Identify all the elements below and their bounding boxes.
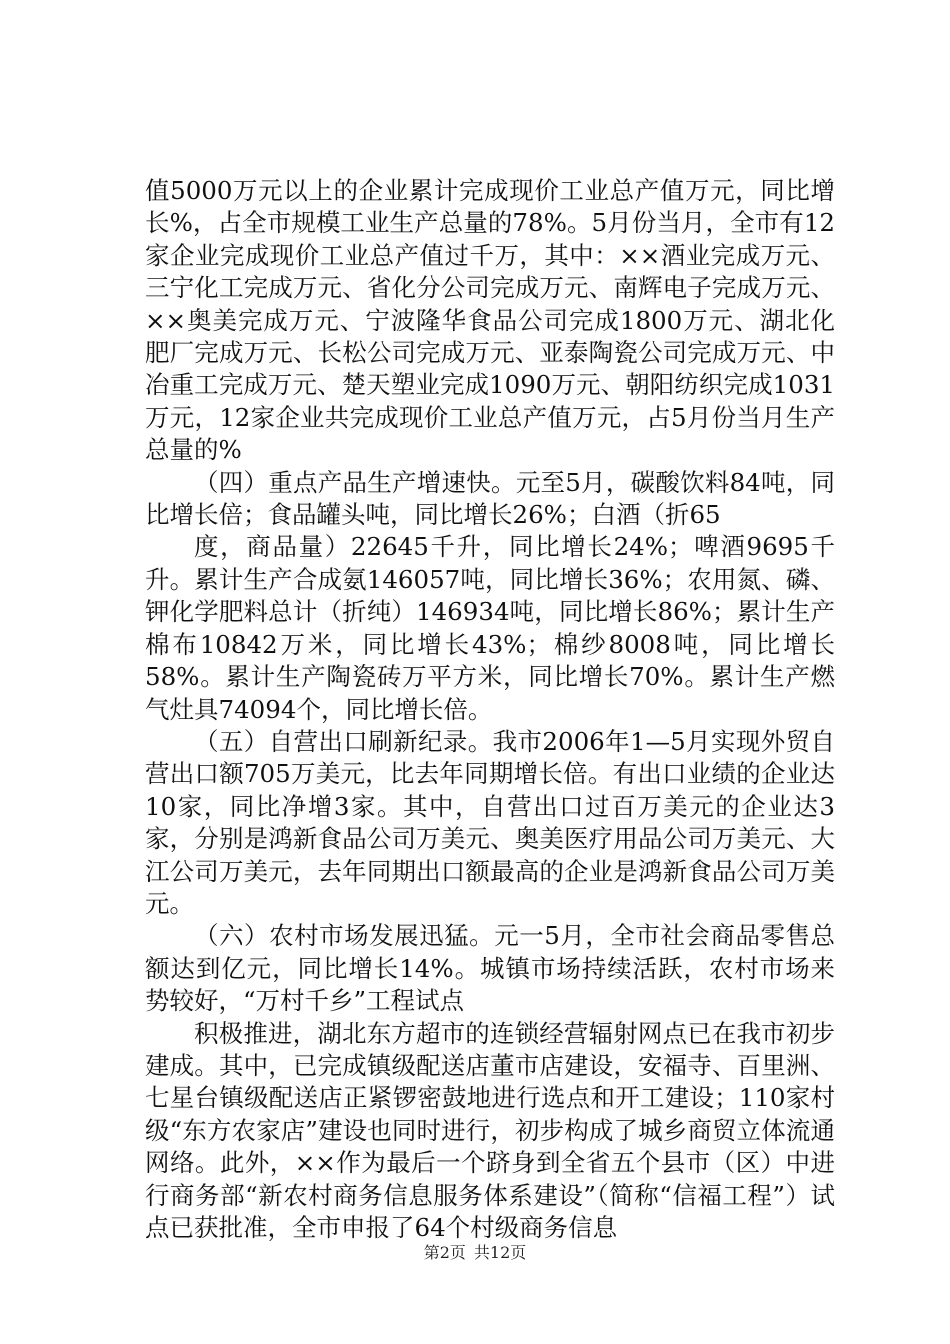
- paragraph-2: （四）重点产品生产增速快。元至5月，碳酸饮料84吨，同比增长倍；食品罐头吨，同比增长26%；白酒（折65: [145, 467, 835, 530]
- page-footer: [0, 1240, 950, 1263]
- page-total: 共12页: [473, 1243, 527, 1262]
- paragraph-6: 积极推进，湖北东方超市的连锁经营辐射网点已在我市初步建成。其中，已完成镇级配送店董市店建设，安福寺、百里洲、七星台镇级配送店正紧锣密鼓地进行选点和开工建设；110家村级“东方农家店”建设也同时进行，初步构成了城乡商贸立体流通网络。此外，××作为最后一个跻身到全省五个县市（区）中进行商务部“新农村商务信息服务体系建设”（简称“信福工程”）试点已获批准，全市申报了64个村级商务信息: [145, 1018, 835, 1242]
- paragraph-4: （五）自营出口刷新纪录。我市2006年1—5月实现外贸自营出口额705万美元，比去年同期增长倍。有出口业绩的企业达10家，同比净增3家。其中，自营出口过百万美元的企业达3家，分别是鸿新食品公司万美元、奥美医疗用品公司万美元、大江公司万美元，去年同期出口额最高的企业是鸿新食品公司万美元。: [145, 726, 835, 918]
- document-body: [145, 175, 835, 1244]
- paragraph-1: 值5000万元以上的企业累计完成现价工业总产值万元，同比增长%，占全市规模工业生产总量的78%。5月份当月，全市有12家企业完成现价工业总产值过千万，其中：××酒业完成万元、三宁化工完成万元、省化分公司完成万元、南辉电子完成万元、××奥美完成万元、宁波隆华食品公司完成1800万元、湖北化肥厂完成万元、长松公司完成万元、亚泰陶瓷公司完成万元、中冶重工完成万元、楚天塑业完成1090万元、朝阳纺织完成1031万元，12家企业共完成现价工业总产值万元，占5月份当月生产总量的%: [145, 176, 835, 465]
- paragraph-3: 度，商品量）22645千升，同比增长24%；啤酒9695千升。累计生产合成氨146057吨，同比增长36%；农用氮、磷、钾化学肥料总计（折纯）146934吨，同比增长86%；累计生产棉布10842万米，同比增长43%；棉纱8008吨，同比增长58%。累计生产陶瓷砖万平方米，同比增长70%。累计生产燃气灶具74094个，同比增长倍。: [145, 532, 835, 724]
- paragraph-5: （六）农村市场发展迅猛。元一5月，全市社会商品零售总额达到亿元，同比增长14%。城镇市场持续活跃，农村市场来势较好，“万村千乡”工程试点: [145, 921, 835, 1016]
- page-number: 第2页: [423, 1243, 466, 1262]
